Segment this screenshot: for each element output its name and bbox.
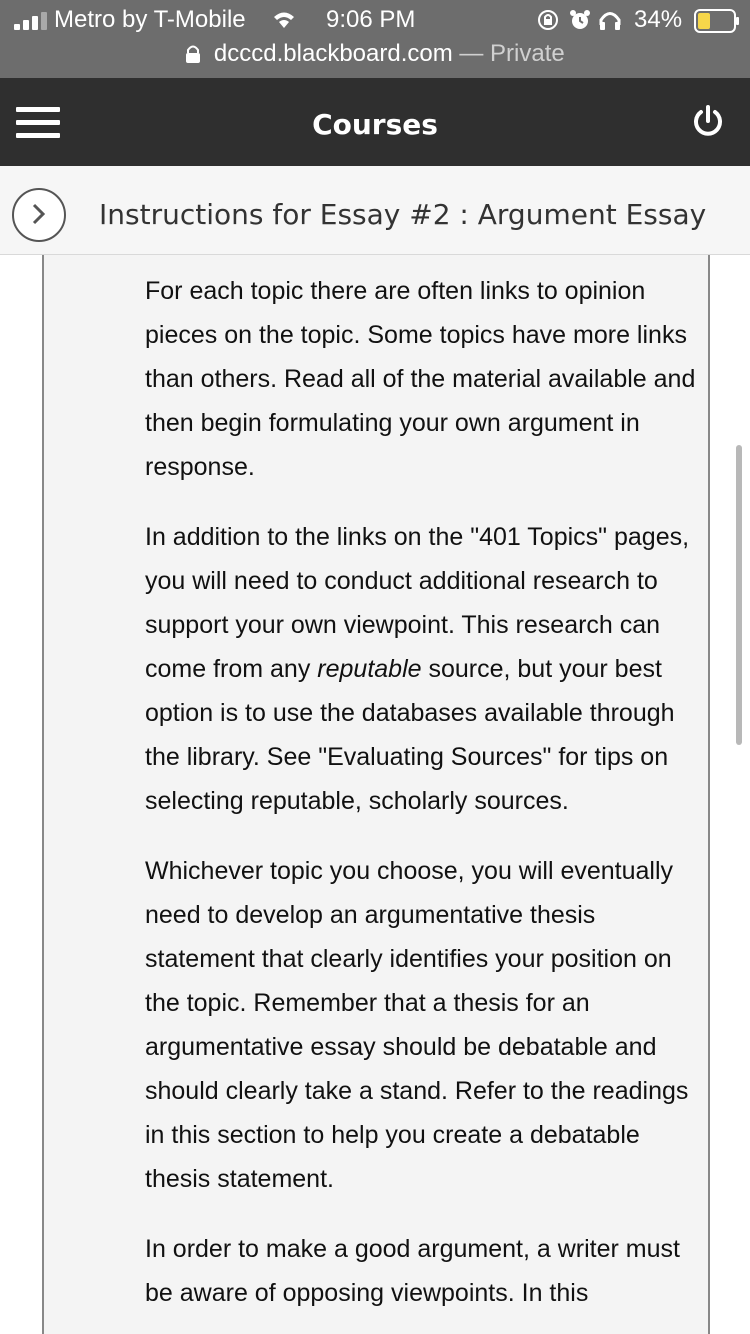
signal-bars-icon	[14, 12, 54, 30]
wifi-icon	[270, 8, 298, 30]
battery-percentage: 34%	[634, 6, 683, 33]
url-bar[interactable]	[0, 40, 750, 78]
paragraph: In order to make a good argument, a writer must be aware of opposing viewpoints. In this	[145, 1235, 680, 1307]
scrollbar[interactable]	[736, 445, 742, 745]
battery-icon	[694, 9, 740, 33]
power-icon[interactable]	[690, 104, 726, 140]
expand-button[interactable]	[12, 188, 66, 242]
status-bar	[0, 0, 750, 40]
paragraph	[145, 515, 697, 823]
emphasis-text: reputable	[317, 655, 422, 683]
paragraph-text: In addition to the links on the "401 Topics" pages, you will need to conduct additional research to support your own viewpoint. This research can come from any	[145, 523, 690, 683]
url-domain: dcccd.blackboard.com	[213, 40, 453, 67]
paragraph: Whichever topic you choose, you will eventually need to develop an argumentative thesis statement that clearly identifies your position on the topic. Remember that a thesis for an argumentative essay should be debatable and should clearly take a stand. Refer to the readings in this section to help you create a debatable thesis statement.	[145, 857, 689, 1193]
lock-icon	[185, 44, 201, 64]
url-separator: —	[459, 40, 484, 67]
paragraph-text: source, but your best option is to use the databases available through the library. See "Evaluating Sources" for tips on selecting reputable, scholarly sources.	[145, 655, 675, 815]
headphones-icon	[598, 9, 622, 31]
app-header	[0, 78, 750, 166]
chevron-right-icon	[29, 202, 47, 226]
paragraph: For each topic there are often links to opinion pieces on the topic. Some topics have more links than others. Read all of the material available and then begin formulating your own argument in response.	[145, 277, 696, 481]
header-title: Courses	[312, 108, 438, 141]
private-mode-label: Private	[490, 40, 565, 67]
content-frame	[42, 255, 710, 1334]
alarm-icon	[568, 8, 592, 32]
rotation-lock-icon	[536, 8, 560, 32]
clock-time: 9:06 PM	[326, 6, 416, 33]
content-title-bar	[0, 166, 750, 255]
content-title: Instructions for Essay #2 : Argument Essay	[99, 198, 707, 231]
instructions-body	[145, 269, 697, 1334]
carrier-name: Metro by T-Mobile	[54, 6, 246, 33]
